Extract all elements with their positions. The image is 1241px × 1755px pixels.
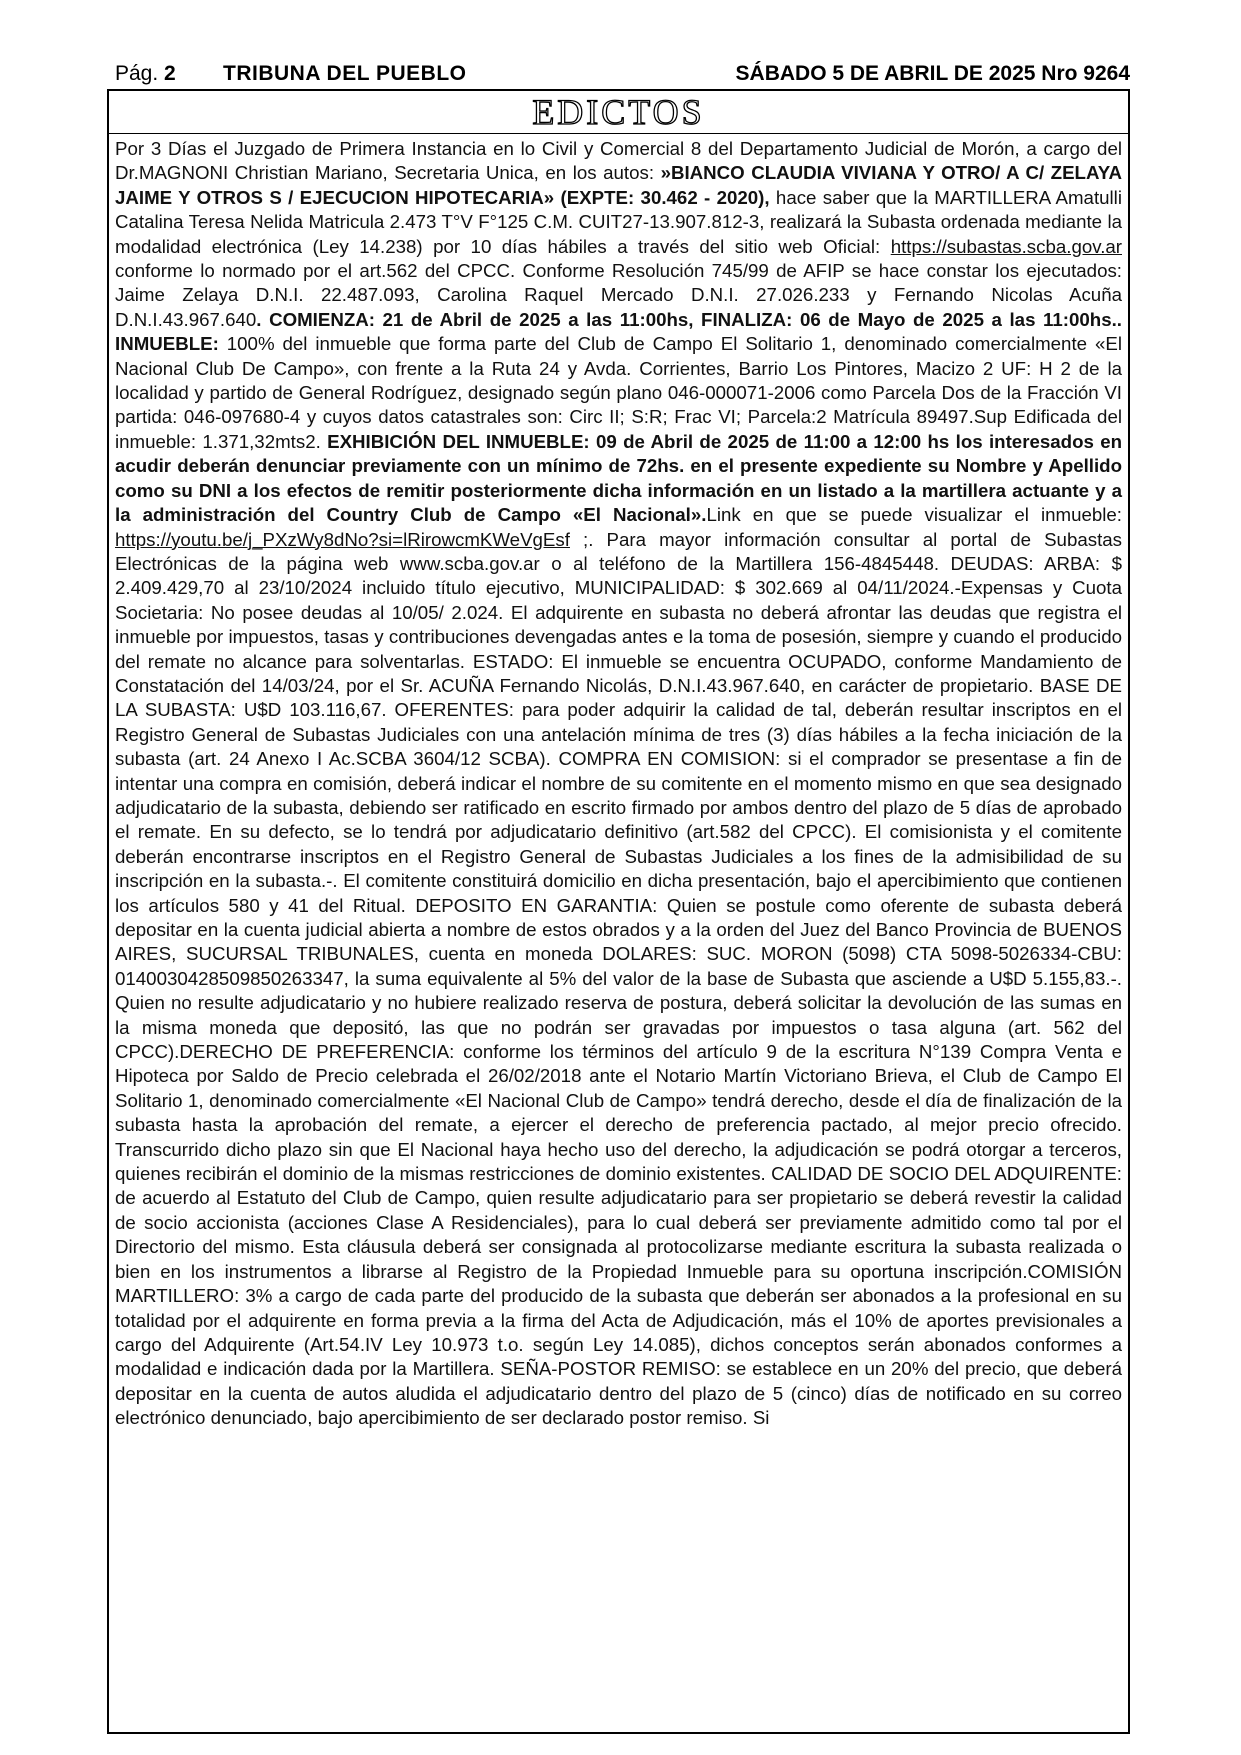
defendants-end: .: [256, 308, 262, 330]
auction-dates: COMIENZA: 21 de Abril de 2025 a las 11:00hs, FINALIZA: 06 de Mayo de 2025 a las 11:00hs.. INMUEBLE:: [115, 308, 1122, 355]
page-header: [115, 62, 1130, 90]
defendants-text: conforme lo normado por el art.562 del CPCC. Conforme Resolución 745/99 de AFIP se hace constar los ejecutados: Jaime Zelaya D.N.I. 22.487.093, Carolina Raquel Mercado D.N.I. 27.026.233 y Fernando Nicolas Acuña D.N.I.43.967.640: [115, 260, 1122, 330]
youtube-link[interactable]: https://youtu.be/j_PXzWy8dNo?si=lRirowcmKWeVgEsf: [115, 528, 570, 550]
edict-body: [115, 137, 1122, 1431]
title-divider: [109, 133, 1128, 134]
exhibition-text: EXHIBICIÓN DEL INMUEBLE: 09 de Abril de 2025 de 11:00 a 12:00 hs los interesados en acudir deberán denunciar previamente con un mínimo de 72hs. en el presente expediente su Nombre y Apellido como su DNI a los efectos de remitir posteriormente dicha información en un listado a la martillera actuante y a la administración del Country Club de Campo «El Nacional».: [115, 430, 1123, 526]
page-prefix: Pág.: [115, 62, 159, 85]
edict-frame: [107, 89, 1130, 1734]
newspaper-name: TRIBUNA DEL PUEBLO: [223, 62, 467, 85]
subastas-link[interactable]: https://subastas.scba.gov.ar: [890, 235, 1122, 257]
auctioneer-text: hace saber que la MARTILLERA Amatulli Catalina Teresa Nelida Matricula 2.473 T°V F°125 C.M. CUIT27-13.907.812-3, realizará la Subasta ordenada mediante la modalidad electrónica (Ley 14.238) por 10 días hábiles a través del sitio web Oficial:: [115, 186, 1122, 257]
intro-text: Por 3 Días el Juzgado de Primera Instancia en lo Civil y Comercial 8 del Departamento Judicial de Morón, a cargo del Dr.MAGNONI Christian Mariano, Secretaria Unica, en los autos:: [115, 138, 1122, 184]
page-number-value: 2: [164, 62, 176, 85]
section-title: EDICTOS: [532, 92, 705, 132]
property-text: 100% del inmueble que forma parte del Club de Campo El Solitario 1, denominado comercialmente «El Nacional Club De Campo», con frente a la Ruta 24 y Avda. Corrientes, Barrio Los Pintores, Macizo 2 UF: H 2 de la localidad y partido de General Rodríguez, designado según plano 046-000071-2006 como Parcela Dos de la Fracción VI partida: 046-097680-4 y cuyos datos catastrales son: Circ II; S:R; Frac VI; Parcela:2 Matrícula 89497.Sup Edificada del inmueble: 1.371,32mts2.: [115, 333, 1122, 452]
case-title: »BIANCO CLAUDIA VIVIANA Y OTRO/ A C/ ZELAYA JAIME Y OTROS S / EJECUCION HIPOTECARIA» (EXPTE: 30.462 - 2020),: [115, 162, 1122, 208]
video-link-label: Link en que se puede visualizar el inmueble:: [706, 504, 1122, 526]
issue-date: SÁBADO 5 DE ABRIL DE 2025 Nro 9264: [735, 62, 1130, 85]
page-number: [115, 62, 176, 86]
conditions-text: ;. Para mayor información consultar al portal de Subastas Electrónicas de la página web www.scba.gov.ar o al teléfono de la Martillera 156-4845448. DEUDAS: ARBA: $ 2.409.429,70 al 23/10/2024 incluido título ejecutivo, MUNICIPALIDAD: $ 302.669 al 04/11/2024.-Expensas y Cuota Societaria: No posee deudas al 10/05/ 2.024. El adquirente en subasta no deberá afrontar las deudas que registra el inmueble por impuestos, tasas y contribuciones devengadas antes e la toma de posesión, siempre y cuando el producido del remate no alcance para solventarlas. ESTADO: El inmueble se encuentra OCUPADO, conforme Mandamiento de Constatación del 14/03/24, por el Sr. ACUÑA Fernando Nicolás, D.N.I.43.967.640, en carácter de propietario. BASE DE LA SUBASTA: U$D 103.116,67. OFERENTES: para poder adquirir la calidad de tal, deberán resultar inscriptos en el Registro General de Subastas Judiciales con una antelación mínima de tres (3) días hábiles a la fecha iniciación de la subasta (art. 24 Anexo I Ac.SCBA 3604/12 SCBA). COMPRA EN COMISION: si el comprador se presentase a fin de intentar una compra en comisión, deberá indicar el nombre de su comitente en el momento mismo en que sea designado adjudicatario de la subasta, debiendo ser ratificado en escrito firmado por ambos dentro del plazo de 5 días de aprobado el remate. En su defecto, se lo tendrá por adjudicatario definitivo (art.582 del CPCC). El comisionista y el comitente deberán encontrarse inscriptos en el Registro General de Subastas Judiciales a los fines de la admisibilidad de su inscripción en la subasta.-. El comitente constituirá domicilio en dicha presentación, bajo el apercibimiento que contienen los artículos 580 y 41 del Ritual. DEPOSITO EN GARANTIA: Quien se postule como oferente de subasta deberá depositar en la cuenta judicial abierta a nombre de estos obrados y a la orden del Juez del Banco Provincia de BUENOS AIRES, SUCURSAL TRIBUNALES, cuenta en moneda DOLARES: SUC. MORON (5098) CTA 5098-5026334-CBU: 0140030428509850263347, la suma equivalente al 5% del valor de la base de Subasta que asciende a U$D 5.155,83.-. Quien no resulte adjudicatario y no hubiere realizado reserva de postura, deberá solicitar la devolución de las sumas en la misma moneda que depositó, las que no podrán ser gravadas por impuestos o tasa alguna (art. 562 del CPCC).DERECHO DE PREFERENCIA: conforme los términos del artículo 9 de la escritura N°139 Compra Venta e Hipoteca por Saldo de Precio celebrada el 26/02/2018 ante el Notario Martín Victoriano Brieva, el Club de Campo El Solitario 1, denominado comercialmente «El Nacional Club de Campo» tendrá derecho, desde el día de finalización de la subasta hasta la aprobación del remate, a ejercer el derecho de preferencia pactado, al mejor precio ofrecido. Transcurrido dicho plazo sin que El Nacional haya hecho uso del derecho, la adjudicación se podrá otorgar a terceros, quienes recibirán el dominio de la mismas restricciones de dominio existentes. CALIDAD DE SOCIO DEL ADQUIRENTE: de acuerdo al Estatuto del Club de Campo, quien resulte adjudicatario para ser propietario se deberá revestir la calidad de socio accionista (acciones Clase A Residenciales), para lo cual deberá ser previamente admitido como tal por el Directorio del mismo. Esta cláusula deberá ser consignada al protocolizarse mediante escritura la subasta realizada o bien en los instrumentos a librarse al Registro de la Propiedad Inmueble para su oportuna inscripción.COMISIÓN MARTILLERO: 3% a cargo de cada parte del producido de la subasta que deberán ser abonados a la profesional en su totalidad por el adquirente en forma previa a la firma del Acta de Adjudicación, más el 10% de aportes previsionales a cargo del Adquirente (Art.54.IV Ley 10.973 t.o. según Ley 14.085), dichos conceptos serán abonados conformes a modalidad e indicación dada por la Martillera. SEÑA-POSTOR REMISO: se establece en un 20% del precio, que deberá depositar en la cuenta de autos aludida el adjudicatario dentro del plazo de 5 (cinco) días de notificado en su correo electrónico denunciado, bajo apercibimiento de ser declarado postor remiso. Si: [115, 528, 1122, 1429]
